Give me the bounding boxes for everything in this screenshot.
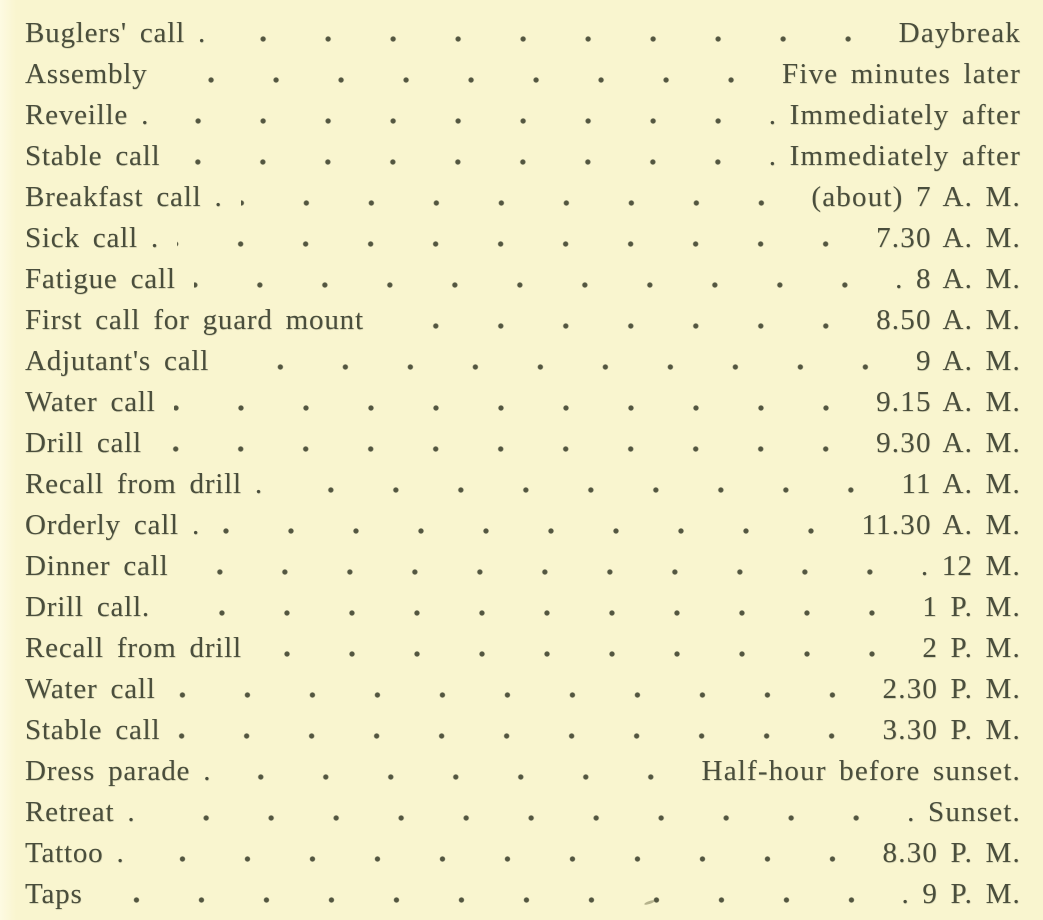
call-time: 9.15 A. M. bbox=[876, 386, 1021, 418]
call-time: . 9 P. M. bbox=[901, 878, 1021, 910]
call-name: Buglers' call . bbox=[25, 17, 207, 49]
call-name: Assembly bbox=[25, 58, 148, 90]
call-name: Drill call bbox=[25, 427, 142, 459]
dot-leader-icon bbox=[168, 587, 908, 628]
call-name: Orderly call . bbox=[25, 509, 200, 541]
dot-leader-icon bbox=[178, 136, 754, 177]
call-time: 2 P. M. bbox=[922, 632, 1021, 664]
call-time: 7.30 A. M. bbox=[876, 222, 1021, 254]
call-time: 2.30 P. M. bbox=[882, 673, 1021, 705]
schedule-row bbox=[25, 382, 1021, 423]
call-name: Stable call bbox=[25, 140, 161, 172]
dot-leader-icon bbox=[186, 546, 906, 587]
call-time: . Immediately after bbox=[768, 99, 1021, 131]
call-time: . 12 M. bbox=[920, 550, 1021, 582]
call-name: Sick call . bbox=[25, 222, 159, 254]
dot-leader-icon bbox=[167, 95, 755, 136]
call-name: Water call bbox=[25, 673, 156, 705]
dot-leader-icon bbox=[260, 628, 909, 669]
call-name: Stable call bbox=[25, 714, 161, 746]
dot-leader-icon bbox=[382, 300, 862, 341]
dot-leader-icon bbox=[174, 669, 869, 710]
schedule-row bbox=[25, 546, 1021, 587]
call-name: Recall from drill bbox=[25, 632, 242, 664]
dot-leader-icon bbox=[143, 833, 869, 874]
dot-leader-icon bbox=[165, 54, 768, 95]
call-name: Dinner call bbox=[25, 550, 169, 582]
dot-leader-icon bbox=[281, 464, 887, 505]
call-time: 11.30 A. M. bbox=[861, 509, 1021, 541]
dot-leader-icon bbox=[160, 423, 862, 464]
dot-leader-icon bbox=[229, 751, 687, 792]
schedule-row bbox=[25, 341, 1021, 382]
dot-leader-icon bbox=[194, 259, 881, 300]
call-time: 9.30 A. M. bbox=[876, 427, 1021, 459]
call-time: 9 A. M. bbox=[915, 345, 1021, 377]
schedule-row bbox=[25, 95, 1021, 136]
schedule-row bbox=[25, 464, 1021, 505]
schedule-row bbox=[25, 505, 1021, 546]
schedule-row bbox=[25, 833, 1021, 874]
call-name: Dress parade . bbox=[25, 755, 212, 787]
call-name: Taps bbox=[25, 878, 83, 910]
dot-leader-icon bbox=[218, 505, 847, 546]
call-time: 8.30 P. M. bbox=[882, 837, 1021, 869]
schedule-row bbox=[25, 136, 1021, 177]
schedule-row bbox=[25, 218, 1021, 259]
call-time: . Sunset. bbox=[907, 796, 1021, 828]
schedule-row bbox=[25, 792, 1021, 833]
call-name: Breakfast call . bbox=[25, 181, 223, 213]
call-name: Adjutant's call bbox=[25, 345, 210, 377]
schedule-row bbox=[25, 423, 1021, 464]
call-time: . 8 A. M. bbox=[895, 263, 1021, 295]
schedule-row bbox=[25, 710, 1021, 751]
schedule-row bbox=[25, 300, 1021, 341]
call-time: 3.30 P. M. bbox=[882, 714, 1021, 746]
dot-leader-icon bbox=[101, 874, 888, 915]
call-time: 1 P. M. bbox=[922, 591, 1021, 623]
dot-leader-icon bbox=[227, 341, 902, 382]
schedule-row bbox=[25, 669, 1021, 710]
schedule-row bbox=[25, 177, 1021, 218]
call-name: Recall from drill . bbox=[25, 468, 263, 500]
call-name: Retreat . bbox=[25, 796, 136, 828]
schedule-row bbox=[25, 628, 1021, 669]
dot-leader-icon bbox=[178, 710, 868, 751]
call-name: Reveille . bbox=[25, 99, 150, 131]
call-time: (about) 7 A. M. bbox=[811, 181, 1021, 213]
schedule-row bbox=[25, 874, 1021, 915]
dot-leader-icon bbox=[177, 218, 862, 259]
call-name: First call for guard mount bbox=[25, 304, 364, 336]
call-name: Tattoo . bbox=[25, 837, 125, 869]
call-time: . Immediately after bbox=[768, 140, 1021, 172]
call-name: Drill call. bbox=[25, 591, 150, 623]
schedule-row bbox=[25, 13, 1021, 54]
call-name: Water call bbox=[25, 386, 156, 418]
schedule-row bbox=[25, 751, 1021, 792]
schedule-row bbox=[25, 587, 1021, 628]
schedule-row bbox=[25, 259, 1021, 300]
bugle-call-schedule bbox=[25, 13, 1021, 915]
call-time: 8.50 A. M. bbox=[876, 304, 1021, 336]
dot-leader-icon bbox=[174, 382, 862, 423]
call-time: Five minutes later bbox=[781, 58, 1021, 90]
call-time: Daybreak bbox=[898, 17, 1021, 49]
call-time: Half-hour before sunset. bbox=[701, 755, 1021, 787]
call-name: Fatigue call bbox=[25, 263, 176, 295]
dot-leader-icon bbox=[153, 792, 893, 833]
schedule-row bbox=[25, 54, 1021, 95]
call-time: 11 A. M. bbox=[901, 468, 1021, 500]
dot-leader-icon bbox=[224, 13, 885, 54]
dot-leader-icon bbox=[241, 177, 798, 218]
